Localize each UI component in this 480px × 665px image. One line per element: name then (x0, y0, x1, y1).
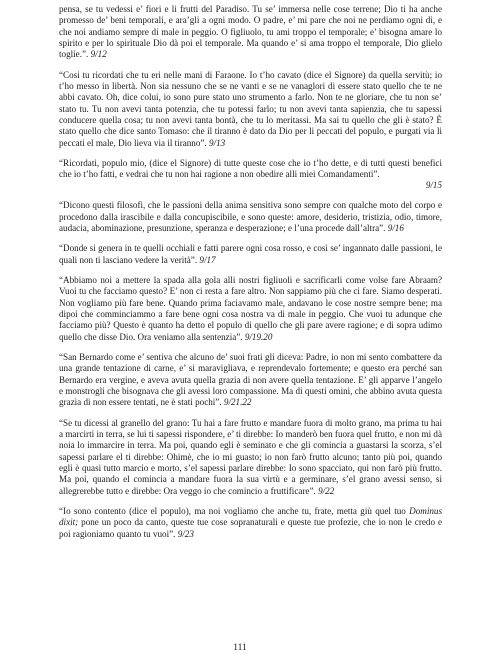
citation-ref: 9/23 (177, 528, 194, 539)
paragraph-text: “Io sono contento (dice el populo), ma noi vogliamo che anche tu, frate, metta giù quel tuo (59, 506, 410, 517)
paragraph-4 (59, 200, 442, 234)
paragraph-text: pone un poco da canto, queste tue cose sopranaturali e queste tue profezie, che io non le credo e poi ragioniamo quanto tu vuoi”. (59, 517, 442, 539)
citation-ref: 9/16 (387, 222, 404, 233)
latin-phrase: Dominus dixit; (59, 506, 442, 528)
paragraph-3 (59, 158, 442, 191)
citation-ref: 9/22 (318, 485, 335, 496)
page-number: 111 (233, 643, 247, 653)
paragraph-text: “Cosi tu ricordati che tu eri nelle mani di Faraone. Io t’ho cavato (dice el Signore) da quella servitù; io t’ho messo in libertà. Non sia nessuno che se ne vanti e se ne vanaglori di essere stato quello che te ne abbi cavato. Oh, dice colui, io sono pure stato uno strumento a farlo. Non te ne gloriare, che tu non se’ stato tu. Tu non avevi tanta potenzia, che tu potessi farlo; tu non avevi tanta sapienzia, che tu sapessi conducere quella cosa; tu non avevi tanta bontà, che tu lo meritassi. Ma sai tu quello che gli è stato? È stato quello che dice santo Tomaso: che il tiranno è dato da Dio per li peccati del populo, e purgati via li peccati el male, Dio lieva via il tiranno”. (59, 69, 442, 148)
paragraph-text: “Se tu dicessi al granello del grano: Tu hai a fare frutto e mandare fuora di molto grano, ma prima tu hai a marcirti in terra, se lui ti sapessi rispondere, e’ ti direbbe: Io manderò ben fuora quel frutto, e non mi dà noia lo immarcire in terra. Ma poi, quando egli è seminato e che gli comincia a guastarsi la scorza, s’el sapessi parlare el ti direbbe: Ohimè, che io mi guasto; io non farò frutto alcuno; tanto più poi, quando egli è quasi tutto marcio e morto, s’el sapessi parlare direbbe: Io sono spacciato, qui non farò più frutto. Ma poi, quando el comincia a mandare fuora la sua virtù e a germinare, s’el grano avessi senso, si allegrerebbe tutto e direbbe: Ora veggo io che comincio a fruttificare”. (59, 417, 442, 496)
citation-ref: 9/12 (90, 49, 107, 60)
paragraph-text: “Dicono questi filosofi, che le passioni della anima sensitiva sono sempre con qualche moto del corpo e procedono dalla irascibile e dalla concupiscibile, e sono queste: amore, desiderio, tristizia, odio, timore, audacia, abominazione, presunzione, speranza e desperazione; e l’una procede dall’altra”. (59, 200, 442, 233)
citation-ref: 9/17 (199, 254, 216, 265)
citation-ref: 9/19.20 (244, 331, 273, 342)
citation-ref: 9/21.22 (223, 397, 252, 408)
paragraph-8 (59, 418, 442, 497)
paragraph-7 (59, 352, 442, 409)
paragraph-9 (59, 506, 442, 540)
paragraph-1 (59, 4, 442, 61)
paragraph-6 (59, 275, 442, 343)
paragraph-text: pensa, se tu vedessi e’ fiori e li frutti del Paradiso. Tu se’ immersa nelle cose terrene; Dio ti ha anche promesso de’ beni temporali, e ara’gli a ogni modo. O padre, e’ mi pare che noi ne perdiamo ogni dì, e che noi andiamo sempre di male in peggio. O figliuolo, tu ami troppo el temporale; e’ bisogna amare lo spirito e per lo spirituale Dio dà poi el temporale. Ma quando e’ si ama troppo el temporale, Dio glielo toglie.”. (59, 4, 442, 60)
paragraph-text: “Ricordati, populo mio, (dice el Signore) di tutte queste cose che io t’ho dette, e di tutti questi benefici che io t’ho fatti, e vedrai che tu non hai ragione a non obedire alli miei Comandamenti”. (59, 158, 442, 180)
paragraph-2 (59, 70, 442, 149)
paragraph-5 (59, 243, 442, 266)
paragraph-text: “Donde si genera in te quelli occhiali e fatti parere ogni cosa rosso, e così se’ ingannato dalle passioni, le quali non ti lasciano vedere la verità”. (59, 243, 442, 265)
paragraph-text: “Abbiamo noi a mettere la spada alla gola alli nostri figliuoli e sacrificarli come volse fare Abraam? Vuoi tu che facciamo questo? E’ non ci resta a fare altro. Non sappiamo più che ci fare. Siamo desperati. Non vogliamo più fare bene. Quando prima faciavamo male, andavano le cose nostre sempre bene; ma dipoi che comminciammo a fare bene ogni cosa nostra va di male in peggio. Che vuoi tu adunque che facciamo più? Questo è quanto ha detto el populo di quello che gli pare avere ragione; e di sopra udimo quello che disse Dio. Ora veniamo alla sentenzia”. (59, 274, 442, 342)
citation-ref: 9/15 (425, 179, 442, 190)
citation-ref: 9/13 (209, 137, 226, 148)
paragraph-text: “San Bernardo come e’ sentiva che alcuno de’ suoi frati gli diceva: Padre, io non mi sento combattere da una grande tentazione di carne, e’ si maravigliava, e reprendevalo fortemente; e questo era perché san Bernardo era vergine, e aveva avuta quella grazia di non avere quella tentazione. E’ gli apparve l’angelo e monstrogli che bisognava che gli avessi loro compassione. Ma di questi omini, che abbino avuta questa grazia di non essere tentati, ne è stati pochi”. (59, 351, 442, 408)
